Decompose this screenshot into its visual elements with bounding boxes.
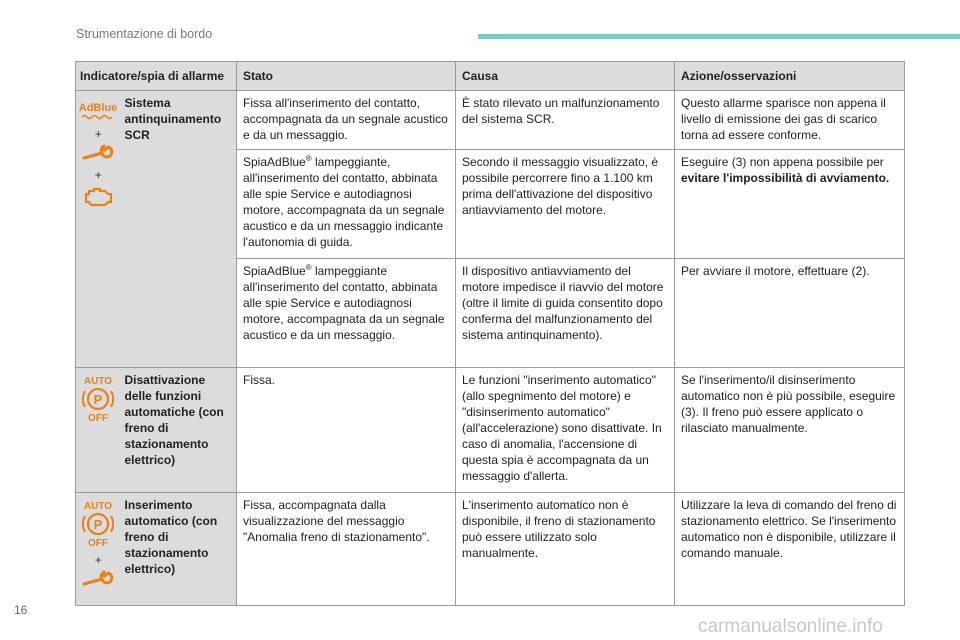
adblue-icon [79,99,117,123]
table-row [76,91,905,150]
stato-text: lampeggiante, all'inserimento del contatto, abbinata alle spie Service e autodiagnosi motore, accompagnata da un segnale acustico e da un messaggio indicante l'autonomia di guida. [243,155,445,249]
stato-cell: Fissa all'inserimento del contatto, accompagnata da un segnale acustico e da un messaggio. [237,91,456,150]
indicator-icons-auto-off [76,368,121,493]
page-header-title: Strumentazione di bordo [76,27,213,41]
col-header-stato: Stato [237,62,456,91]
stato-cell [237,150,456,259]
azione-emphasis: evitare l'impossibilità di avviamento. [681,171,890,185]
azione-cell: Se l'inserimento/il disinserimento automatico non è più possibile, eseguire (3). Il freno può essere applicato o rilasciato manualmente. [675,368,905,493]
auto-p-off-icon [79,374,117,424]
azione-cell: Utilizzare la leva di comando del freno di stazionamento elettrico. Se l'inserimento automatico non è disponibile, utilizzare il comando manuale. [675,493,905,606]
wrench-icon [82,144,114,164]
stato-text: SpiaAdBlue [243,264,306,278]
indicator-icons-scr [76,91,121,368]
svg-text:OFF: OFF [88,413,109,424]
stato-text: SpiaAdBlue [243,155,306,169]
azione-cell [675,150,905,259]
stato-cell: Fissa. [237,368,456,493]
svg-text:P: P [93,517,103,532]
azione-cell: Per avviare il motore, effettuare (2). [675,259,905,368]
table-row [76,368,905,493]
svg-text:AUTO: AUTO [84,376,113,387]
group-name-auto-off: Disattivazione delle funzioni automatiche (con freno di stazionamento elettrico) [121,368,237,493]
watermark: carmanualsonline.info [698,616,883,637]
stato-cell: Fissa, accompagnata dalla visualizzazione del messaggio "Anomalia freno di stazionamento". [237,493,456,606]
svg-text:P: P [93,392,103,407]
wrench-icon [82,570,114,590]
stato-cell [237,259,456,368]
svg-text:AdBlue: AdBlue [79,102,118,114]
table-header-row [76,62,905,91]
registered-mark: ® [305,154,312,163]
causa-cell: Secondo il messaggio visualizzato, è possibile percorrere fino a 1.100 km prima dell'attivazione del dispositivo antiavviamento del motore. [456,150,675,259]
causa-cell: È stato rilevato un malfunzionamento del sistema SCR. [456,91,675,150]
col-header-indicator: Indicatore/spia di allarme [76,62,237,91]
causa-cell: Il dispositivo antiavviamento del motore impedisce il riavvio del motore (oltre il limite di guida consentito dopo conferma del malfunzionamento del sistema antinquinamento). [456,259,675,368]
plus-sign: + [94,553,102,567]
svg-text:OFF: OFF [88,538,109,549]
col-header-causa: Causa [456,62,675,91]
stato-text: lampeggiante all'inserimento del contatto, abbinata alle spie Service e autodiagnosi motore, accompagnata da un segnale acustico e da un messaggio. [243,264,445,342]
azione-cell: Questo allarme sparisce non appena il livello di emissione dei gas di scarico torna ad essere conforme. [675,91,905,150]
page-number: 16 [14,603,28,617]
col-header-azione: Azione/osservazioni [675,62,905,91]
indicator-icons-auto-engage [76,493,121,606]
warning-lights-table [75,61,905,606]
group-name-auto-engage: Inserimento automatico (con freno di stazionamento elettrico) [121,493,237,606]
table-row [76,493,905,606]
plus-sign: + [94,168,102,182]
azione-text: Eseguire (3) non appena possibile per [681,155,884,169]
engine-icon [82,185,114,209]
plus-sign: + [94,127,102,141]
causa-cell: Le funzioni "inserimento automatico" (allo spegnimento del motore) e "disinserimento automatico" (all'accelerazione) sono disattivate. In caso di anomalia, l'accensione di questa spia è accompagnata da un messaggio d'allerta. [456,368,675,493]
header-accent-bar [478,34,960,39]
auto-p-off-icon [79,499,117,549]
causa-cell: L'inserimento automatico non è disponibile, il freno di stazionamento può essere utilizzato solo manualmente. [456,493,675,606]
group-name-scr: Sistema antinquinamento SCR [121,91,237,368]
registered-mark: ® [305,263,312,272]
svg-text:AUTO: AUTO [84,501,113,512]
